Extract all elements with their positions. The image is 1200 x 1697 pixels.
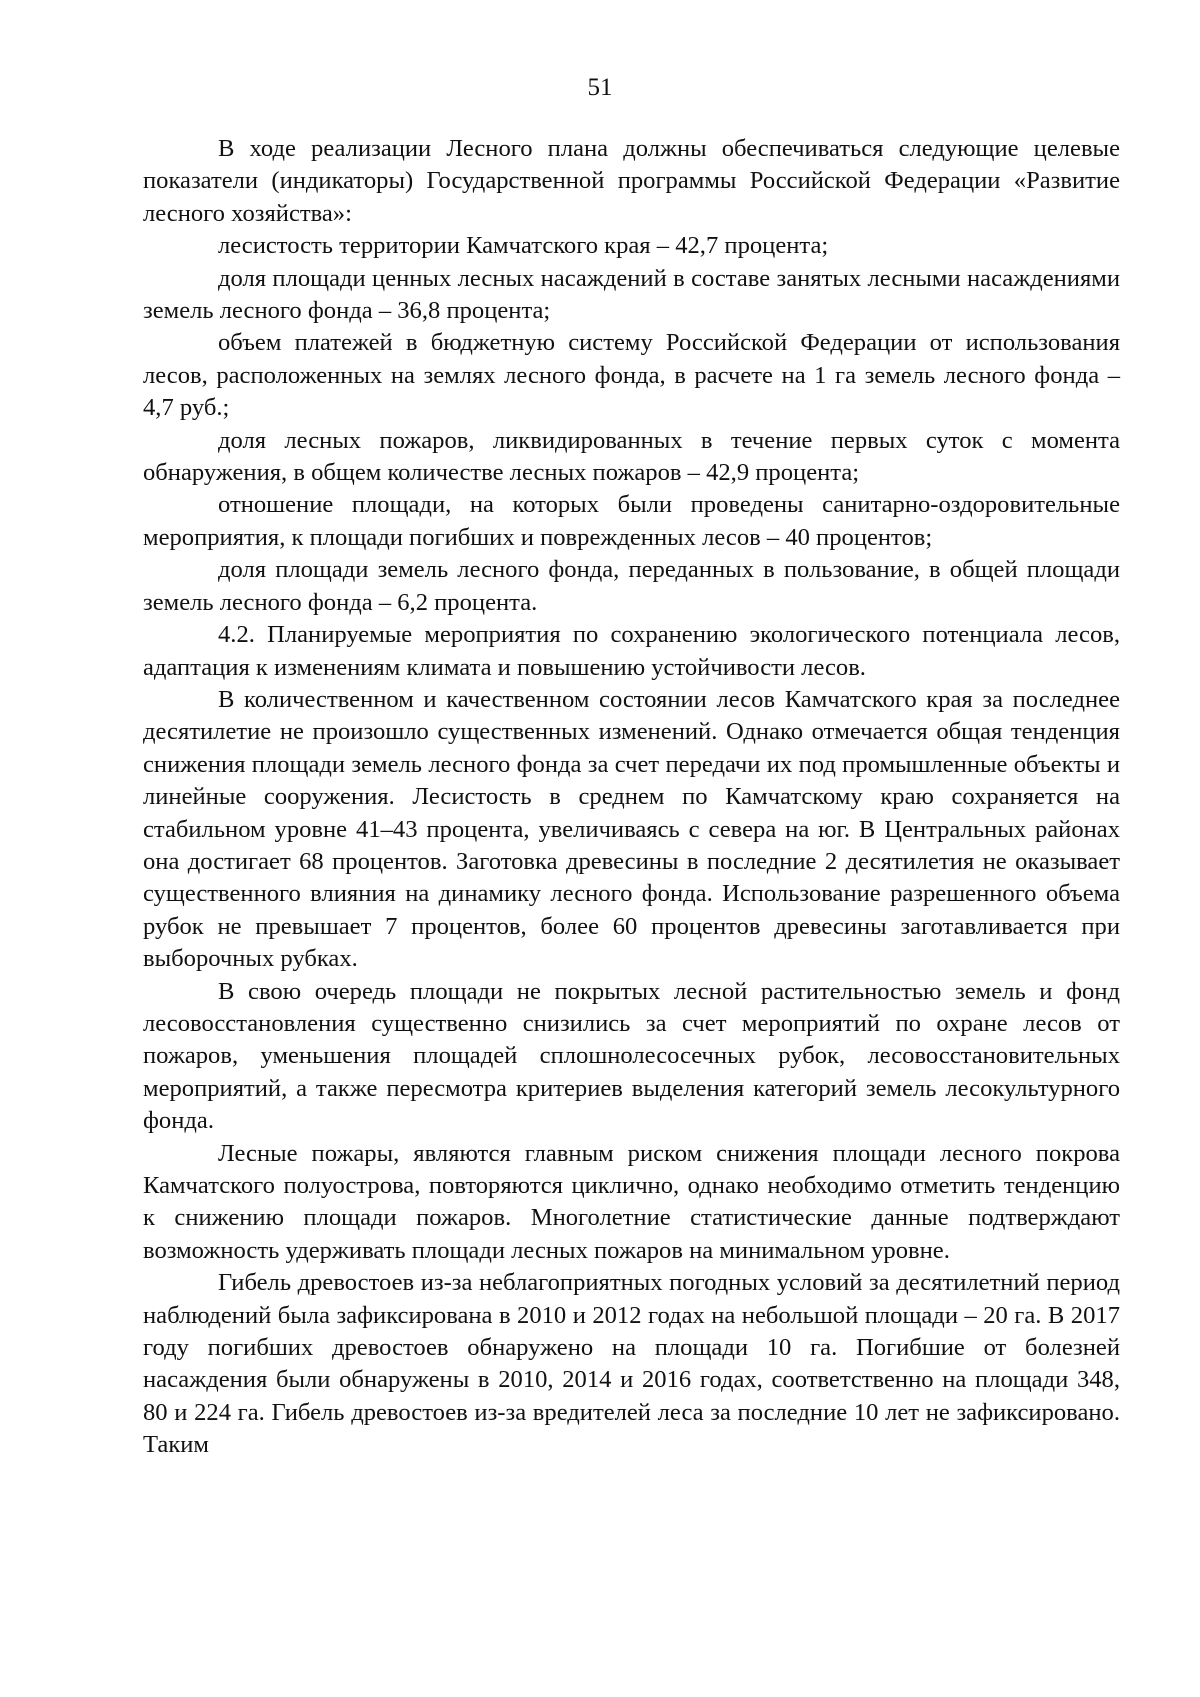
- paragraph-reforestation-fund: В свою очередь площади не покрытых лесной растительностью земель и фонд лесовосстановления существенно снизились за счет мероприятий по охране лесов от пожаров, уменьшения площадей сплошнолесосечных рубок, лесовосстановительных мероприятий, а также пересмотра критериев выделения категорий земель лесокультурного фонда.: [143, 977, 1120, 1135]
- page-number: 51: [587, 74, 613, 101]
- paragraph-fires-first-day: доля лесных пожаров, ликвидированных в течение первых суток с момента обнаружения, в общем количестве лесных пожаров – 42,9 процента;: [143, 426, 1120, 487]
- paragraph-land-in-use: доля площади земель лесного фонда, переданных в пользование, в общей площади земель лесного фонда – 6,2 процента.: [143, 556, 1120, 616]
- paragraph-forest-state: В количественном и качественном состоянии лесов Камчатского края за последнее десятилетие не произошло существенных изменений. Однако отмечается общая тенденция снижения площади земель лесного фонда за счет передачи их под промышленные объекты и линейные сооружения. Лесистость в среднем по Камчатскому краю сохраняется на стабильном уровне 41–43 процента, увеличиваясь с севера на юг. В Центральных районах она достигает 68 процентов. Заготовка древесины в последние 2 десятилетия не оказывает существенного влияния на динамику лесного фонда. Использование разрешенного объема рубок не превышает 7 процентов, более 60 процентов древесины заготавливается при выборочных рубках.: [143, 685, 1120, 973]
- paragraph-valuable-stands: доля площади ценных лесных насаждений в составе занятых лесными насаждениями земель лесного фонда – 36,8 процента;: [143, 264, 1120, 325]
- paragraph-forest-fires: Лесные пожары, являются главным риском снижения площади лесного покрова Камчатского полуострова, повторяются циклично, однако необходимо отметить тенденцию к снижению площади пожаров. Многолетние статистические данные подтверждают возможность удерживать площади лесных пожаров на минимальном уровне.: [143, 1139, 1120, 1264]
- section-heading-4-2: 4.2. Планируемые мероприятия по сохранению экологического потенциала лесов, адаптация к изменениям климата и повышению устойчивости лесов.: [143, 621, 1120, 681]
- paragraph-forest-cover: лесистость территории Камчатского края – 42,7 процента;: [218, 232, 829, 260]
- paragraph-intro: В ходе реализации Лесного плана должны обеспечиваться следующие целевые показатели (индикаторы) Государственной программы Российской Федерации «Развитие лесного хозяйства»:: [143, 135, 1120, 227]
- paragraph-budget-payments: объем платежей в бюджетную систему Российской Федерации от использования лесов, расположенных на землях лесного фонда, в расчете на 1 га земель лесного фонда – 4,7 руб.;: [143, 329, 1120, 422]
- document-body: [143, 133, 1120, 1462]
- paragraph-sanitary-measures: отношение площади, на которых были проведены санитарно-оздоровительные мероприятия, к площади погибших и поврежденных лесов – 40 процентов;: [143, 491, 1120, 551]
- paragraph-stand-mortality: Гибель древостоев из-за неблагоприятных погодных условий за десятилетний период наблюдений была зафиксирована в 2010 и 2012 годах на небольшой площади – 20 га. В 2017 году погибших древостоев обнаружено на площади 10 га. Погибшие от болезней насаждения были обнаружены в 2010, 2014 и 2016 годах, соответственно на площади 348, 80 и 224 га. Гибель древостоев из-за вредителей леса за последние 10 лет не зафиксировано. Таким: [143, 1269, 1120, 1459]
